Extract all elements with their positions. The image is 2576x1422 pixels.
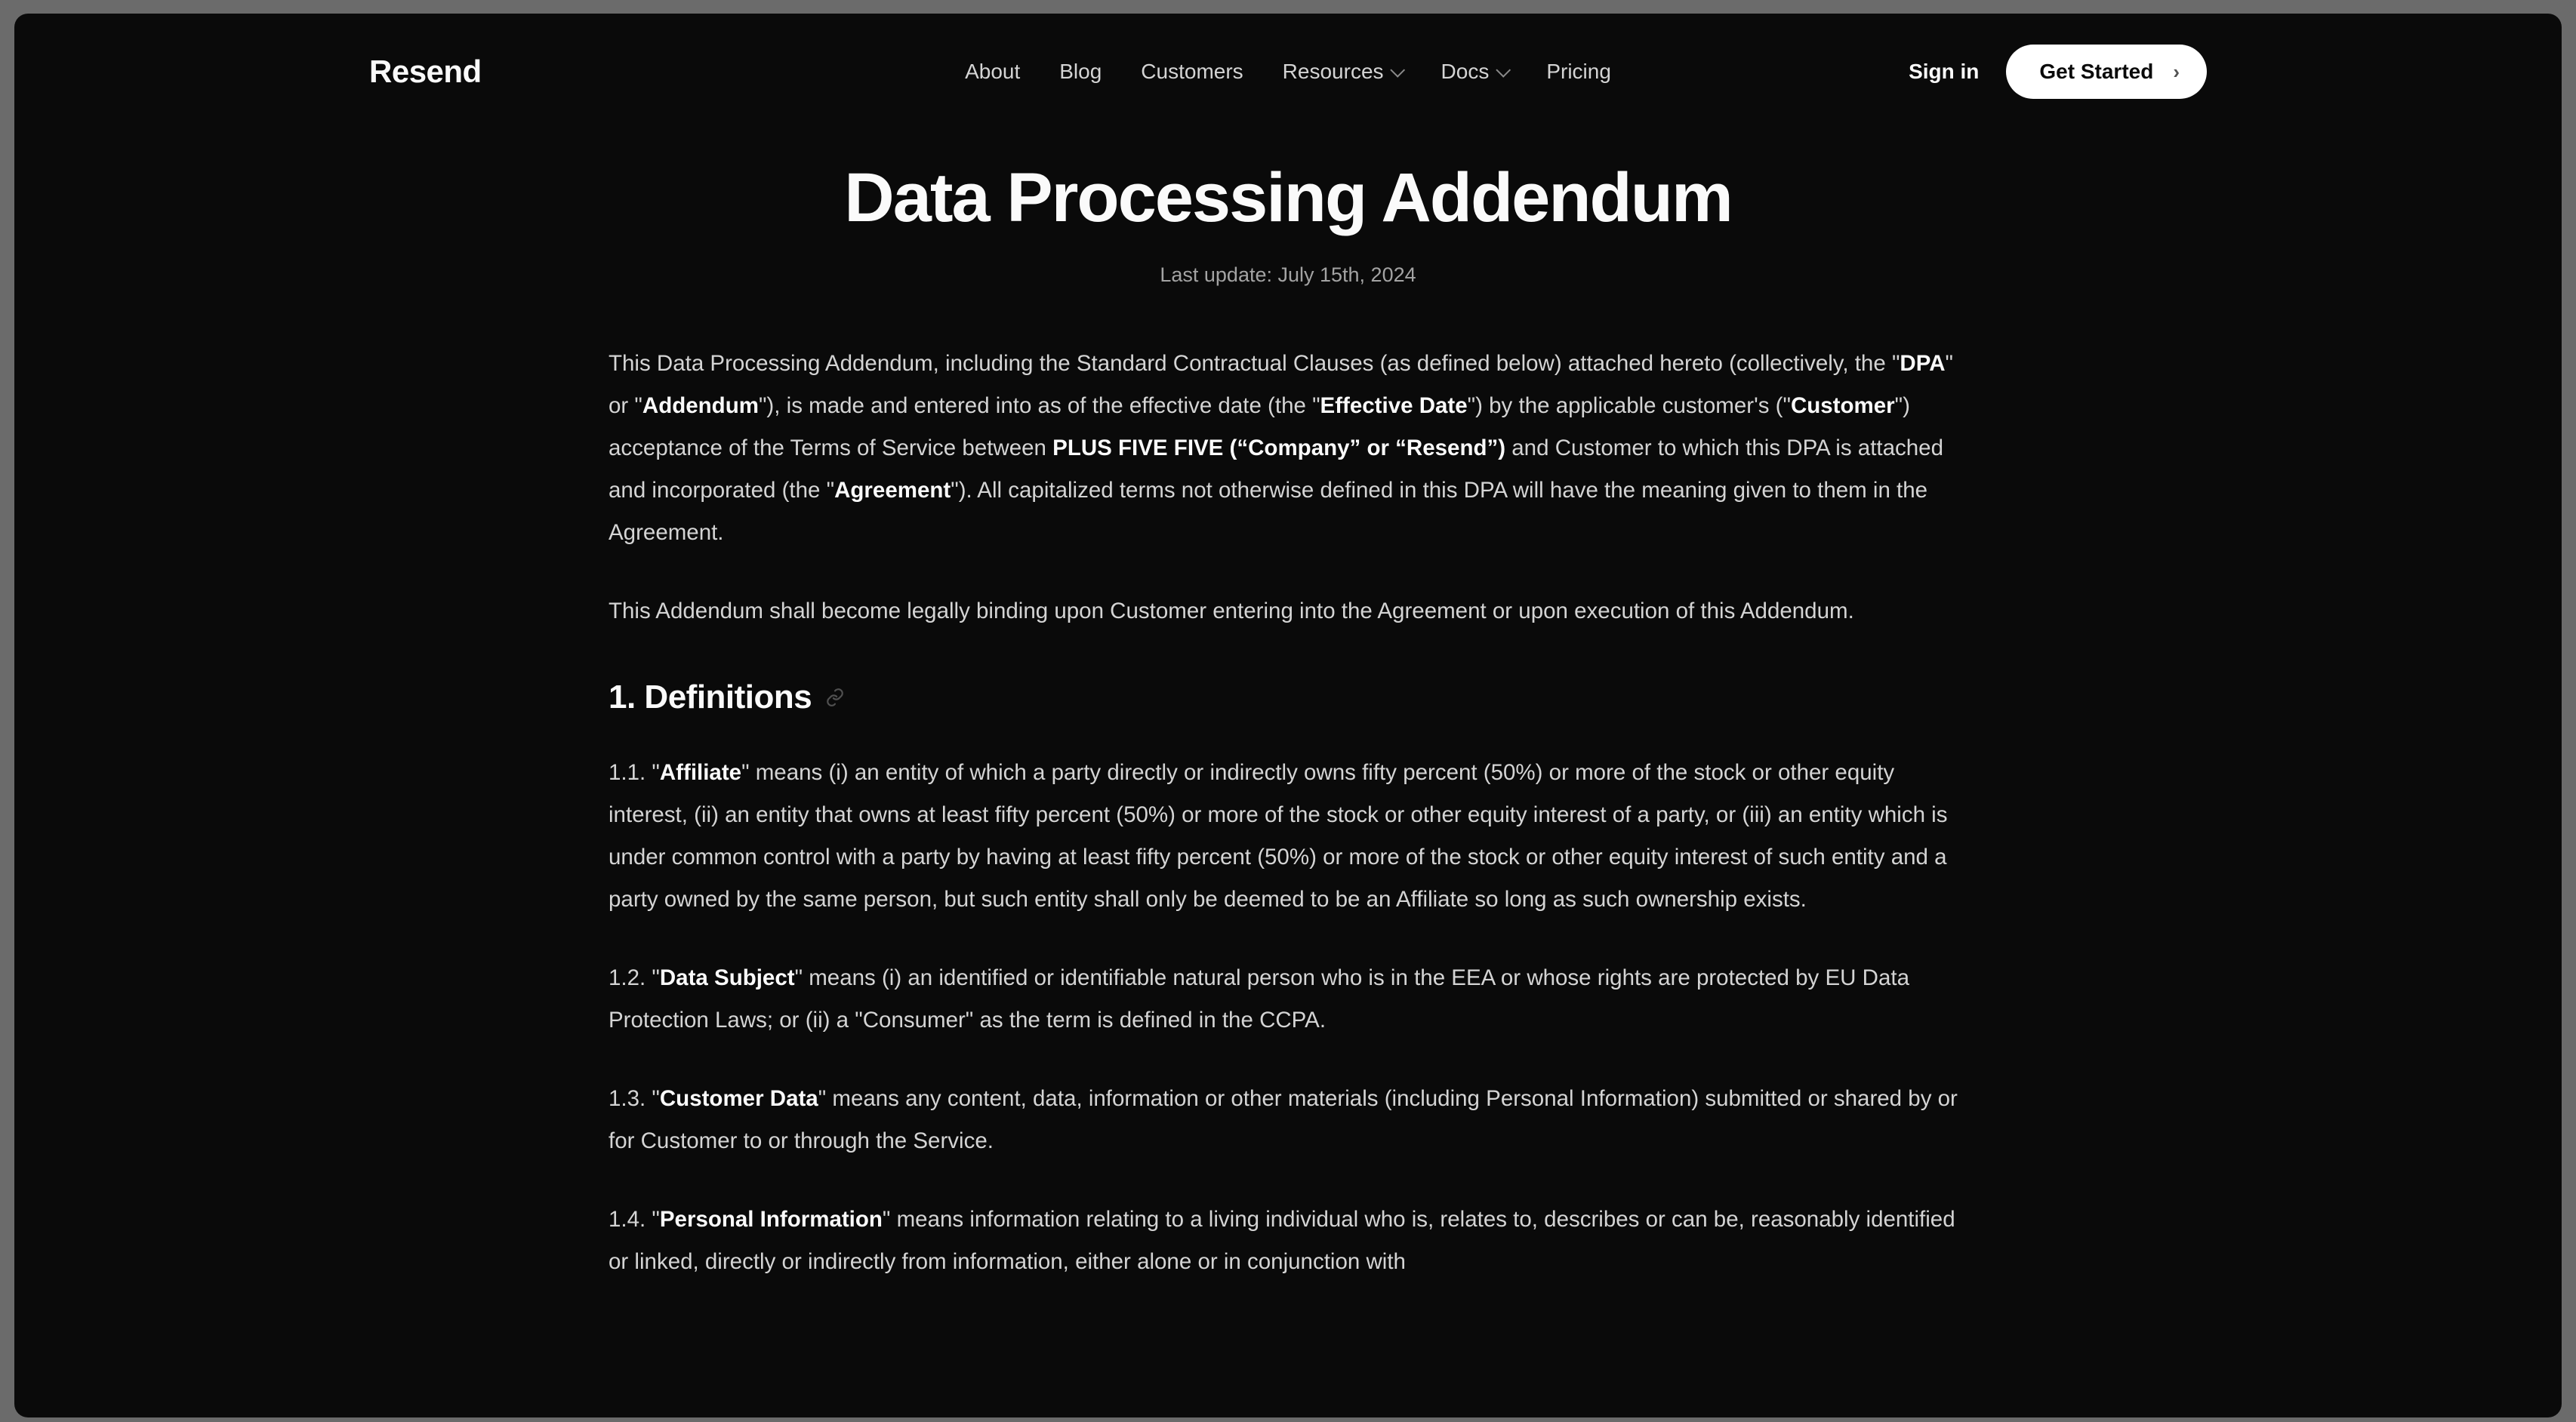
page-title: Data Processing Addendum [844,159,1732,236]
nav-item-pricing[interactable] [1527,51,1631,93]
site-header [14,14,2562,130]
document-body [14,130,2562,1283]
chevron-down-icon [1496,63,1511,78]
browser-window [14,14,2562,1417]
nav-item-docs[interactable] [1422,51,1527,93]
nav-item-label: About [965,60,1021,83]
header-actions [1909,45,2501,99]
nav-item-label: Docs [1441,60,1490,83]
sign-in-link[interactable]: Sign in [1909,60,1980,83]
chevron-right-icon: › [2173,60,2180,83]
get-started-label: Get Started [2039,60,2154,83]
document-content [609,343,1967,1283]
section-heading-label: 1. Definitions [609,679,812,716]
nav-item-customers[interactable] [1121,51,1262,93]
clause-1-2: 1.2. "Data Subject" means (i) an identified or identifiable natural person who is in the EEA or whose rights are protected by EU Data Protection Laws; or (ii) a "Consumer" as the term is defined in the CCPA. [609,965,1909,1033]
last-update-text: Last update: July 15th, 2024 [1160,263,1416,287]
nav-item-label: Blog [1059,60,1102,83]
primary-nav [945,51,1631,93]
nav-item-label: Pricing [1546,60,1611,83]
clause-1-1: 1.1. "Affiliate" means (i) an entity of which a party directly or indirectly owns fifty percent (50%) or more of the stock or other equity interest, (ii) an entity that owns at least fifty percent (50%) or more of the stock or other equity interest of a party, or (iii) an entity which is under common control with a party by having at least fifty percent (50%) or more of the stock or other equity interest of such entity and a party owned by the same person, but such entity shall only be deemed to be an Affiliate so long as such ownership exists. [609,760,1948,913]
clause-1-4: 1.4. "Personal Information" means information relating to a living individual who is, relates to, describes or can be, reasonably identified or linked, directly or indirectly from information, either alone or in conjunction with [609,1207,1955,1275]
section-heading-definitions [609,676,1967,719]
paragraph-intro: This Data Processing Addendum, including the Standard Contractual Clauses (as defined below) attached hereto (collectively, the "DPA" or "Addendum"), is made and entered into as of the effective date (the "Effective Date") by the applicable customer's ("Customer") acceptance of the Terms of Service between PLUS FIVE FIVE (“Company” or “Resend”) and Customer to which this DPA is attached and incorporated (the "Agreement"). All capitalized terms not otherwise defined in this DPA will have the meaning given to them in the Agreement. [609,351,1954,546]
logo[interactable]: Resend [369,54,482,89]
clause-1-3: 1.3. "Customer Data" means any content, data, information or other materials (including Personal Information) submitted or shared by or for Customer to or through the Service. [609,1086,1958,1154]
paragraph-binding: This Addendum shall become legally binding upon Customer entering into the Agreement or upon execution of this Addendum. [609,599,1854,624]
nav-item-about[interactable] [945,51,1040,93]
nav-item-label: Customers [1141,60,1243,83]
nav-item-resources[interactable] [1263,51,1422,93]
link-anchor-icon[interactable] [825,688,845,707]
chevron-down-icon [1391,63,1406,78]
get-started-button[interactable] [2006,45,2207,99]
nav-item-blog[interactable] [1040,51,1121,93]
nav-item-label: Resources [1282,60,1384,83]
